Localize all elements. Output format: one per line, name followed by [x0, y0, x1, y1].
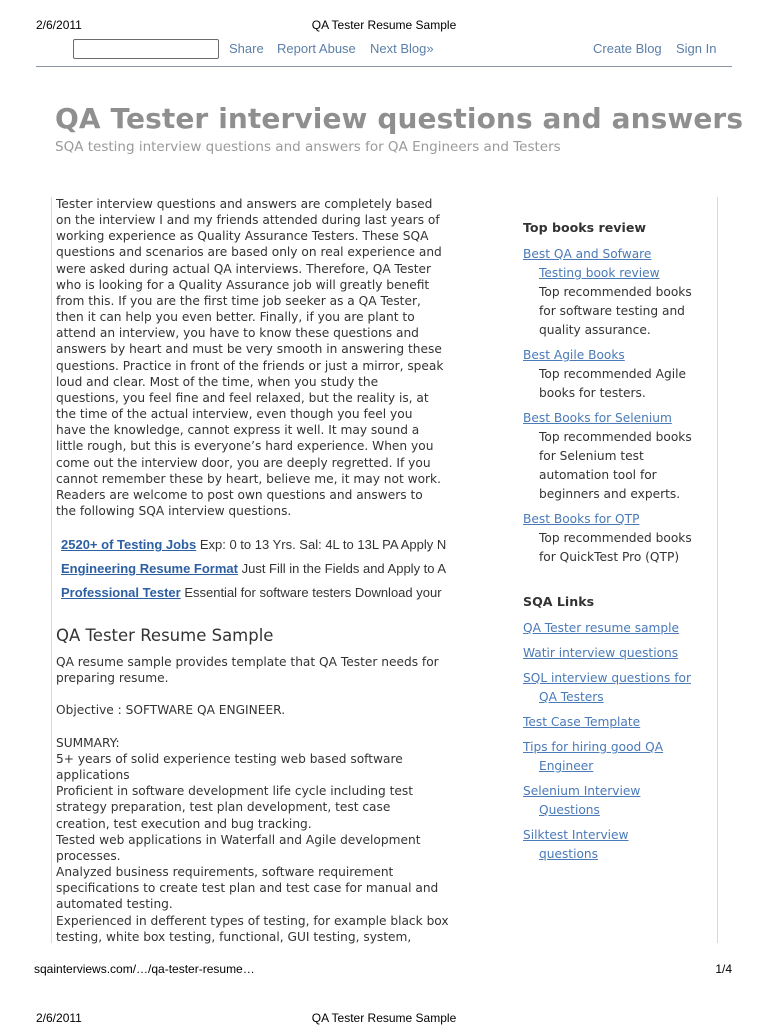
report-abuse-link[interactable]: Report Abuse	[277, 41, 356, 56]
intro-line: answers by heart and must be very smooth in answering these	[56, 342, 442, 357]
post-line	[56, 686, 486, 702]
intro-paragraph	[56, 196, 486, 519]
page-url: sqainterviews.com/…/qa-tester-resume…	[34, 962, 255, 976]
print-header-page-2	[0, 1006, 768, 1024]
print-title: QA Tester Resume Sample	[311, 1011, 457, 1025]
sqa-link-line: Silktest Interview	[523, 828, 629, 842]
sqa-links-list	[523, 619, 713, 864]
print-date: 2/6/2011	[36, 1011, 82, 1025]
blog-description: SQA testing interview questions and answers for QA Engineers and Testers	[55, 139, 561, 155]
sqa-link[interactable]	[523, 826, 713, 864]
book-description	[523, 365, 713, 403]
ad-item	[61, 583, 483, 607]
book-description-line: Top recommended books	[539, 430, 692, 444]
intro-line: questions. Practice in front of the friends or just a mirror, speak	[56, 358, 444, 373]
intro-line: questions, you feel fine and feel relaxed, but the reality is, at	[56, 390, 429, 405]
ad-link[interactable]: 2520+ of Testing Jobs	[61, 537, 197, 552]
post-title[interactable]: QA Tester Resume Sample	[56, 626, 274, 645]
sqa-link-line: SQL interview questions for	[523, 671, 691, 685]
intro-line: from this. If you are the first time job seeker as a QA Tester,	[56, 293, 421, 308]
sqa-link-line: Test Case Template	[523, 715, 641, 729]
intro-line: cannot remember these by heart, believe me, it may not work.	[56, 471, 441, 486]
post-line: specifications to create test plan and test case for manual and	[56, 881, 439, 896]
ad-text: Exp: 0 to 13 Yrs. Sal: 4L to 13L PA Apply N	[196, 537, 447, 552]
sqa-link-line: QA Tester resume sample	[523, 621, 680, 635]
sqa-link-item	[523, 782, 713, 820]
post-line	[56, 719, 486, 735]
sqa-link[interactable]	[523, 782, 713, 820]
book-item	[523, 510, 713, 567]
post-line: Tested web applications in Waterfall and Agile development	[56, 832, 421, 847]
book-description	[523, 428, 713, 504]
sqa-link-item	[523, 826, 713, 864]
share-link[interactable]: Share	[229, 41, 264, 56]
post-line: creation, test execution and bug tracking.	[56, 816, 312, 831]
sqa-link-item	[523, 738, 713, 776]
post-line: SUMMARY:	[56, 735, 120, 750]
book-description-line: for QuickTest Pro (QTP)	[539, 550, 680, 564]
book-description-line: books for testers.	[539, 386, 646, 400]
post-line: applications	[56, 768, 130, 783]
book-link-line: Best QA and Sofware	[523, 247, 652, 261]
book-description-line: quality assurance.	[539, 323, 651, 337]
post-line: automated testing.	[56, 897, 173, 912]
book-link[interactable]	[523, 409, 713, 428]
post-line: processes.	[56, 848, 121, 863]
intro-line: the time of the actual interview, even though you feel you	[56, 407, 413, 422]
post-body	[56, 654, 486, 945]
book-link[interactable]	[523, 245, 713, 283]
sign-in-link[interactable]: Sign In	[676, 41, 717, 56]
post-line: Proficient in software development life cycle including test	[56, 784, 414, 799]
book-description-line: Top recommended books	[539, 285, 692, 299]
text-ads	[61, 535, 483, 607]
ad-item	[61, 559, 483, 583]
post-line: Objective : SOFTWARE QA ENGINEER.	[56, 703, 286, 718]
sqa-link[interactable]	[523, 644, 713, 663]
post-line: Experienced in defferent types of testing, for example black box	[56, 913, 449, 928]
book-link[interactable]	[523, 510, 713, 529]
book-description	[523, 283, 713, 340]
book-description-line: for software testing and	[539, 304, 685, 318]
book-item	[523, 409, 713, 504]
intro-line: Tester interview questions and answers are completely based	[56, 197, 433, 211]
sqa-link-line: QA Testers	[539, 690, 604, 704]
next-blog-link[interactable]: Next Blog»	[370, 41, 434, 56]
ad-item	[61, 535, 483, 559]
book-link-line: Testing book review	[539, 266, 660, 280]
search-input[interactable]	[73, 39, 219, 59]
sqa-link-line: Watir interview questions	[523, 646, 679, 660]
intro-line: come out the interview door, you are deeply regretted. If you	[56, 455, 431, 470]
book-description	[523, 529, 713, 567]
print-title: QA Tester Resume Sample	[311, 18, 457, 32]
sqa-link-item	[523, 713, 713, 732]
blog-title[interactable]: QA Tester interview questions and answers	[55, 102, 744, 135]
intro-line: then it can help you even better. Finally, if you are plant to	[56, 310, 415, 325]
intro-line: Readers are welcome to post own questions and answers to	[56, 487, 423, 502]
sqa-link[interactable]	[523, 619, 713, 638]
book-link-line: Best Agile Books	[523, 348, 625, 362]
post-line: strategy preparation, test plan development, test case	[56, 800, 391, 815]
book-item	[523, 245, 713, 340]
book-link-line: Best Books for QTP	[523, 512, 640, 526]
intro-line: on the interview I and my friends attended during last years of	[56, 213, 440, 228]
book-link[interactable]	[523, 346, 713, 365]
sqa-link-line: questions	[539, 847, 599, 861]
book-description-line: automation tool for	[539, 468, 657, 482]
post-line: Analyzed business requirements, software requirement	[56, 865, 394, 880]
print-date: 2/6/2011	[36, 18, 82, 32]
ad-text: Just Fill in the Fields and Apply to A	[237, 561, 447, 576]
ad-link[interactable]: Engineering Resume Format	[61, 561, 238, 576]
sqa-link-line: Engineer	[539, 759, 594, 773]
intro-line: were asked during actual QA interviews. Therefore, QA Tester	[56, 261, 432, 276]
books-heading: Top books review	[523, 220, 646, 235]
create-blog-link[interactable]: Create Blog	[593, 41, 662, 56]
intro-line: questions and scenarios are based only on real experience and	[56, 245, 442, 260]
sqa-link-line: Tips for hiring good QA	[523, 740, 664, 754]
sqa-link[interactable]	[523, 738, 713, 776]
intro-line: little rough, but this is everyone’s hard experience. When you	[56, 439, 434, 454]
intro-line: who is looking for a Quality Assurance job will greatly benefit	[56, 277, 430, 292]
post-line: 5+ years of solid experience testing web based software	[56, 751, 403, 766]
books-list	[523, 245, 713, 567]
post-line: testing, white box testing, functional, GUI testing, system,	[56, 929, 412, 944]
intro-line: working experience as Quality Assurance Testers. These SQA	[56, 229, 429, 244]
sqa-link-line: Questions	[539, 803, 600, 817]
book-description-line: Top recommended books	[539, 531, 692, 545]
blogger-navbar	[36, 36, 732, 67]
intro-line: have the knowledge, cannot express it well. It may sound a	[56, 423, 420, 438]
page-number: 1/4	[715, 962, 732, 976]
print-header	[0, 0, 768, 40]
post-line: preparing resume.	[56, 671, 169, 686]
book-description-line: beginners and experts.	[539, 487, 681, 501]
sqa-link-item	[523, 669, 713, 707]
print-footer	[0, 958, 768, 978]
main-column-divider	[51, 197, 52, 943]
book-description-line: Top recommended Agile	[539, 367, 686, 381]
sqa-link[interactable]	[523, 713, 713, 732]
ad-link[interactable]: Professional Tester	[61, 585, 181, 600]
sqa-links-heading: SQA Links	[523, 594, 595, 609]
intro-line: attend an interview, you have to know these questions and	[56, 326, 419, 341]
ad-text: Essential for software testers Download your	[180, 585, 442, 600]
sidebar-right-divider	[717, 197, 718, 943]
sqa-link[interactable]	[523, 669, 713, 707]
book-link-line: Best Books for Selenium	[523, 411, 672, 425]
book-item	[523, 346, 713, 403]
intro-line: loud and clear. Most of the time, when you study the	[56, 374, 379, 389]
post-line: QA resume sample provides template that QA Tester needs for	[56, 655, 439, 669]
sqa-link-item	[523, 644, 713, 663]
intro-line: the following SQA interview questions.	[56, 503, 292, 518]
sqa-link-item	[523, 619, 713, 638]
book-description-line: for Selenium test	[539, 449, 644, 463]
sidebar	[523, 218, 713, 870]
sqa-link-line: Selenium Interview	[523, 784, 641, 798]
